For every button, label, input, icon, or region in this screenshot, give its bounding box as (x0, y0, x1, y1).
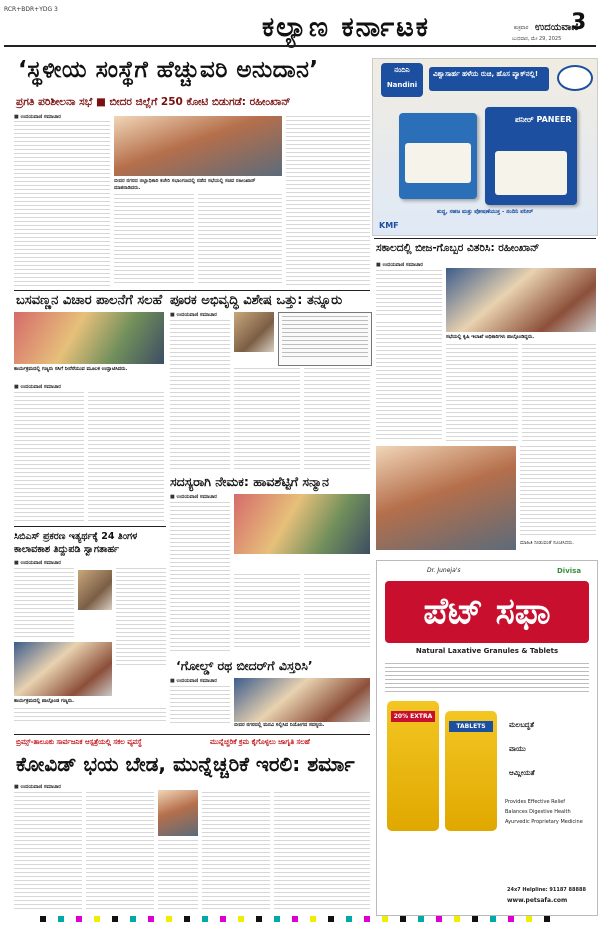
covid-col4 (202, 792, 270, 912)
divider (14, 290, 370, 291)
page-number: 3 (571, 10, 587, 35)
benefit-3: Ayurvedic Proprietary Medicine (505, 819, 583, 825)
article3-portrait (234, 312, 274, 352)
edition-date: ಬುಧವಾರ, ಮೇ 29, 2025 (512, 36, 562, 42)
benefit-2: Balances Digestive Health (505, 809, 571, 815)
article6-byline: ■ ಉದಯವಾಣಿ ಸಮಾಚಾರ (14, 560, 61, 566)
paneer-cubes (495, 151, 567, 195)
article6-portrait (78, 570, 112, 610)
article4-caption: ಸಭೆಯಲ್ಲಿ ಕೃಷಿ ಇಲಾಖೆ ಅಧಿಕಾರಿಗಳು ಪಾಲ್ಗೊಂಡಿದ್ದರು. (446, 334, 535, 340)
lead-subheadline: ಪ್ರಗತಿ ಪರಿಶೀಲನಾ ಸಭೆ ■ ಬೀದರ ಜಿಲ್ಲೆಗೆ 250 ಕೋಟಿ ಬಿಡುಗಡೆ: ರಹೀಂಖಾನ್ (16, 96, 291, 108)
relief-3: ಆಮ್ಲೀಯತೆ (509, 769, 535, 777)
article2-col2 (88, 392, 164, 522)
article2-col1 (14, 392, 84, 522)
article3-col3 (304, 368, 370, 470)
covid-col1 (14, 792, 82, 912)
article2-headline: ಬಸವಣ್ಣನ ವಿಚಾರ ಪಾಲನೆಗೆ ಸಲಹೆ (16, 293, 163, 308)
paneer-label: ಪನೀರ್ PANEER (515, 115, 572, 124)
relief-2: ವಾಯು (509, 745, 526, 753)
article4-headline: ಸಕಾಲದಲ್ಲಿ ಬೀಜ-ಗೊಬ್ಬರ ವಿತರಿಸಿ: ರಹೀಂಖಾನ್ (376, 242, 540, 254)
petsafa-ad[interactable] (376, 560, 598, 916)
article6-col2 (116, 568, 166, 668)
nandini-logo: ನಂದಿನಿ Nandini (381, 63, 423, 97)
article7-headline: ‘ಗೋಲ್ಡ್ ರಥ ಬೀದರ್‌ಗೆ ವಿಸ್ತರಿಸಿ’ (176, 658, 313, 673)
benefit-list (505, 797, 593, 827)
kmf-logo: KMF (379, 221, 399, 230)
article5-col2 (234, 574, 300, 650)
article3-headline: ಪೂರಕ ಅಭಿವೃದ್ಧಿ ವಿಶೇಷ ಒತ್ತು: ತನ್ನೂರು (170, 293, 343, 308)
lead-column-1 (14, 121, 110, 286)
petsafa-jar-2 (445, 711, 497, 831)
tablets-badge: TABLETS (449, 721, 493, 732)
article5-headline: ಸದಸ್ಯರಾಗಿ ನೇಮಕ: ಹಾವಶೆಟ್ಟಿಗೆ ಸನ್ಮಾನ (170, 474, 329, 489)
petsafa-copy (385, 663, 589, 693)
sidebar-note: ಮಾಹಿತಿ ನೀಡುವಂತೆ ಸೂಚಿಸಿದರು. (520, 540, 574, 546)
divider (374, 238, 596, 239)
paper-name: ಉದಯವಾಣಿ (535, 22, 579, 33)
lead-photo (114, 116, 282, 176)
covid-col5 (274, 792, 370, 912)
registration-marks (40, 916, 560, 922)
lead-headline: ‘ಸ್ಥಳೀಯ ಸಂಸ್ಥೆಗೆ ಹೆಚ್ಚುವರಿ ಅನುದಾನ’ (18, 57, 319, 83)
nandini-footer: ಶುದ್ಧ, ಸಹಜ ಮತ್ತು ಪೋಷಣೆಯುಕ್ತ - ನಂದಿನಿ ಪನೀರ್ (436, 209, 534, 215)
article4-photo (446, 268, 596, 332)
article3-col1 (170, 320, 230, 470)
lead-column-4 (286, 116, 370, 286)
divider (14, 734, 370, 735)
nandini-tagline: ವಿಶ್ವಾಸಾರ್ಹ ಹಳೆಯ ರುಚಿ, ಹೊಸ ಪ್ಯಾಕ್‌ನಲ್ಲಿ! (429, 67, 549, 91)
article5-photo (234, 494, 370, 554)
article4-col3 (446, 344, 518, 442)
lead-byline: ■ ಉದಯವಾಣಿ ಸಮಾಚಾರ (14, 114, 61, 120)
article7-col1 (170, 686, 230, 726)
paneer-pack-right (485, 107, 577, 205)
nandini-ad[interactable] (372, 58, 598, 236)
article5-col3 (304, 574, 370, 650)
article2-byline: ■ ಉದಯವಾಣಿ ಸಮಾಚಾರ (14, 384, 61, 390)
petsafa-wordmark: ಪೆಟ್ ಸಫಾ (385, 581, 589, 643)
covid-byline: ■ ಉದಯವಾಣಿ ಸಮಾಚಾರ (14, 784, 61, 790)
section-title: ಕಲ್ಯಾಣ ಕರ್ನಾಟಕ (262, 12, 430, 43)
covid-col2 (86, 792, 154, 912)
covid-portrait (158, 790, 198, 836)
article6-caption: ಕಾರ್ಯಕ್ರಮದಲ್ಲಿ ಪಾಲ್ಗೊಂಡ ಗಣ್ಯರು. (14, 698, 75, 704)
masthead-rule (4, 45, 596, 47)
article6-headline: ಸಿಬಿಎಸ್ ಪ್ರಕರಣ ಇತ್ಯರ್ಥಕ್ಕೆ 24 ತಿಂಗಳ ಕಾಲಾವಕಾಶ ತಿದ್ದುಪಡಿ ಸ್ವಾಗತಾರ್ಹ (14, 531, 138, 555)
covid-kicker-left: ಬ್ರಿಮ್ಸ್-ತಾಲೂಕು ಸಾರ್ವಜನಿಕ ಆಸ್ಪತ್ರೆಯಲ್ಲಿ ಸಕಲ ವ್ಯವಸ್ಥೆ (16, 738, 142, 746)
paper-prefix: ಶುಕ್ರವಾರ (514, 25, 529, 31)
petsafa-helpline: 24x7 Helpline: 91187 88888 (507, 887, 586, 893)
article4-col4 (522, 344, 596, 442)
article5-col1 (170, 502, 230, 652)
divisa-logo: Divisa (557, 567, 582, 575)
extra-badge: 20% EXTRA (391, 711, 435, 722)
relief-1: ಮಲಬದ್ಧತೆ (509, 721, 535, 729)
article6-photo (14, 642, 112, 696)
article4-byline: ■ ಉದಯವಾಣಿ ಸಮಾಚಾರ (376, 262, 423, 268)
petsafa-subtitle: Natural Laxative Granules & Tablets (415, 647, 559, 655)
article7-byline: ■ ಉದಯವಾಣಿ ಸಮಾಚಾರ (170, 678, 217, 684)
article7-caption: ಬೀದರ ನಗರದಲ್ಲಿ ಮನವಿ ಸಲ್ಲಿಸಿದ ನಿಯೋಗದ ಸದಸ್ಯರು. (234, 722, 325, 728)
article6-col1 (14, 568, 74, 638)
article4-col2 (376, 322, 442, 442)
petsafa-jar-1 (387, 701, 439, 831)
edition-code: RCR+BDR+YDG 3 (4, 6, 58, 13)
sidebar-note-block (520, 446, 596, 536)
petsafa-brand: Dr. Juneja's (427, 567, 461, 574)
covid-kicker-right: ಮುನ್ನೆಚ್ಚರಿಕೆ ಕ್ರಮ ಕೈಗೊಳ್ಳಲು ಜಾಗೃತಿ ಸಲಹೆ (210, 738, 310, 746)
article4-photo2 (376, 446, 516, 550)
article2-photo (14, 312, 164, 364)
article3-col2 (234, 368, 300, 470)
nandini-seal-icon (557, 65, 593, 91)
covid-col3 (158, 840, 198, 912)
benefit-1: Provides Effective Relief (505, 799, 566, 805)
lead-caption: ಬೀದರ ನಗರದ ಜಿಲ್ಲಾಧಿಕಾರಿ ಕಚೇರಿ ಸಭಾಂಗಣದಲ್ಲಿ ನಡೆದ ಸಭೆಯಲ್ಲಿ ಸಚಿವ ರಹೀಂಖಾನ್ ಮಾತನಾಡಿದರು. (114, 178, 256, 191)
divider (14, 526, 166, 527)
paneer-pack-left (399, 113, 477, 199)
article5-byline: ■ ಉದಯವಾಣಿ ಸಮಾಚಾರ (170, 494, 217, 500)
lead-column-2 (114, 194, 194, 286)
article3-factbox (278, 312, 372, 366)
article4-col1 (376, 270, 442, 318)
petsafa-web[interactable]: www.petsafa.com (507, 897, 568, 904)
article2-caption: ಕಾರ್ಯಕ್ರಮದಲ್ಲಿ ಗಣ್ಯರು ಸಸಿಗೆ ನೀರೆರೆಯುವ ಮೂಲಕ ಉದ್ಘಾಟಿಸಿದರು. (14, 366, 128, 372)
article3-byline: ■ ಉದಯವಾಣಿ ಸಮಾಚಾರ (170, 312, 217, 318)
article7-photo (234, 678, 370, 722)
article6-tail (14, 708, 166, 724)
covid-headline: ಕೋವಿಡ್ ಭಯ ಬೇಡ, ಮುನ್ನೆಚ್ಚರಿಕೆ ಇರಲಿ: ಶರ್ಮಾ (16, 752, 355, 776)
